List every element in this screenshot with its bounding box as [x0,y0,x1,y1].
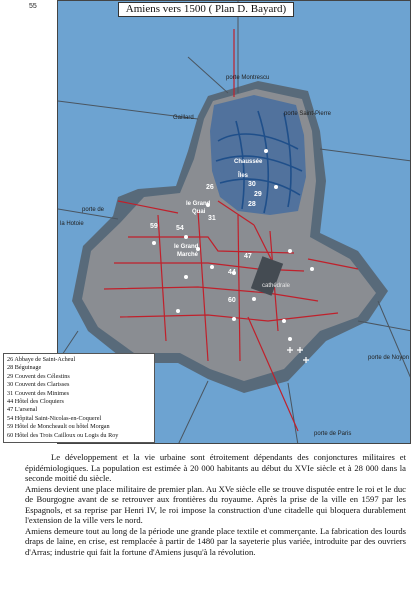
legend-item: 29 Couvent des Célestins [7,372,70,380]
paragraph: Le développement et la vie urbaine sont étroitement dépendants des conjonctures militaires et épidémiologiques. La population est estimée à 20 000 habitants au début du XVIe siècle et à 28 000 dans la seconde moitié du siècle. [25,452,406,483]
marker-number-44: 44 [228,269,236,276]
label-cathedrale: cathédrale [262,283,291,289]
legend-item: 44 Hôtel des Cloquiers [7,398,64,406]
label-gaillard: Gaillard [173,115,194,121]
label-le-grand-quai: le Grand [186,201,211,207]
map-title: Amiens vers 1500 ( Plan D. Bayard) [118,2,294,17]
legend-item: 59 Hôtel de Moncheault ou hôtel Morgan [7,423,110,431]
legend-item: 28 Béguinage [7,364,42,372]
label-quai: Quai [192,209,206,215]
label-porte-de-hotoie: porte de [82,207,105,213]
label-porte-de-paris: porte de Paris [314,431,352,437]
label-le-grand-marche: le Grand [174,244,199,250]
label-porte-montrescu: porte Montrescu [226,75,270,81]
marker-number-60: 60 [228,297,236,304]
paragraph: Amiens devient une place militaire de premier plan. Au XVe siècle elle se trouve disputée entre le roi et le duc de Bourgogne avant de se retrouver aux frontières du royaume. Après la prise de la ville en 1597 par les Espagnols, et sa reprise par Henri IV, le roi impose la construction d'une citadelle qui bloquera durablement l'extension de la ville vers le nord. [25,483,406,525]
paragraph: Amiens demeure tout au long de la période une grande place textile et commerçante. La fabrication des lourds draps de laine, en crise, est remplacée à partir de 1480 par la sayeterie plus variée, introduite par des ouvriers d'Arras; industrie qui fait la fortune d'Amiens jusqu'à la révolution. [25,525,406,557]
label-marche: Marché [177,252,199,258]
label-iles: Îles [238,173,249,179]
legend-item: 47 L'arsenal [7,406,38,414]
body-text [25,452,406,557]
label-porte-de-noyon: porte de Noyon [368,355,410,361]
label-porte-saint-pierre: porte Saint-Pierre [284,111,332,117]
legend-box [3,353,155,443]
legend-item: 30 Couvent des Clarisses [7,381,70,389]
label-chaussee: Chaussée [234,159,263,165]
legend-item: 31 Couvent des Minimes [7,389,70,397]
marker-number-47: 47 [244,253,252,260]
legend-item: 54 Hôpital Saint-Nicolas-en-Coquerel [7,414,102,422]
legend-item: 60 Hôtel des Trois Cailloux ou Logis du Roy [7,431,119,439]
marker-number-26: 26 [206,184,214,191]
marker-number-29: 29 [254,191,262,198]
label-la-hotoie: la Hotoie [60,221,84,227]
marker-number-54: 54 [176,225,184,232]
legend-item: 26 Abbaye de Saint-Acheul [7,356,76,363]
marker-number-30: 30 [248,181,256,188]
marker-number-28: 28 [248,201,256,208]
corner-number: 55 [29,3,37,10]
marker-number-59: 59 [150,223,158,230]
marker-number-31: 31 [208,215,216,222]
